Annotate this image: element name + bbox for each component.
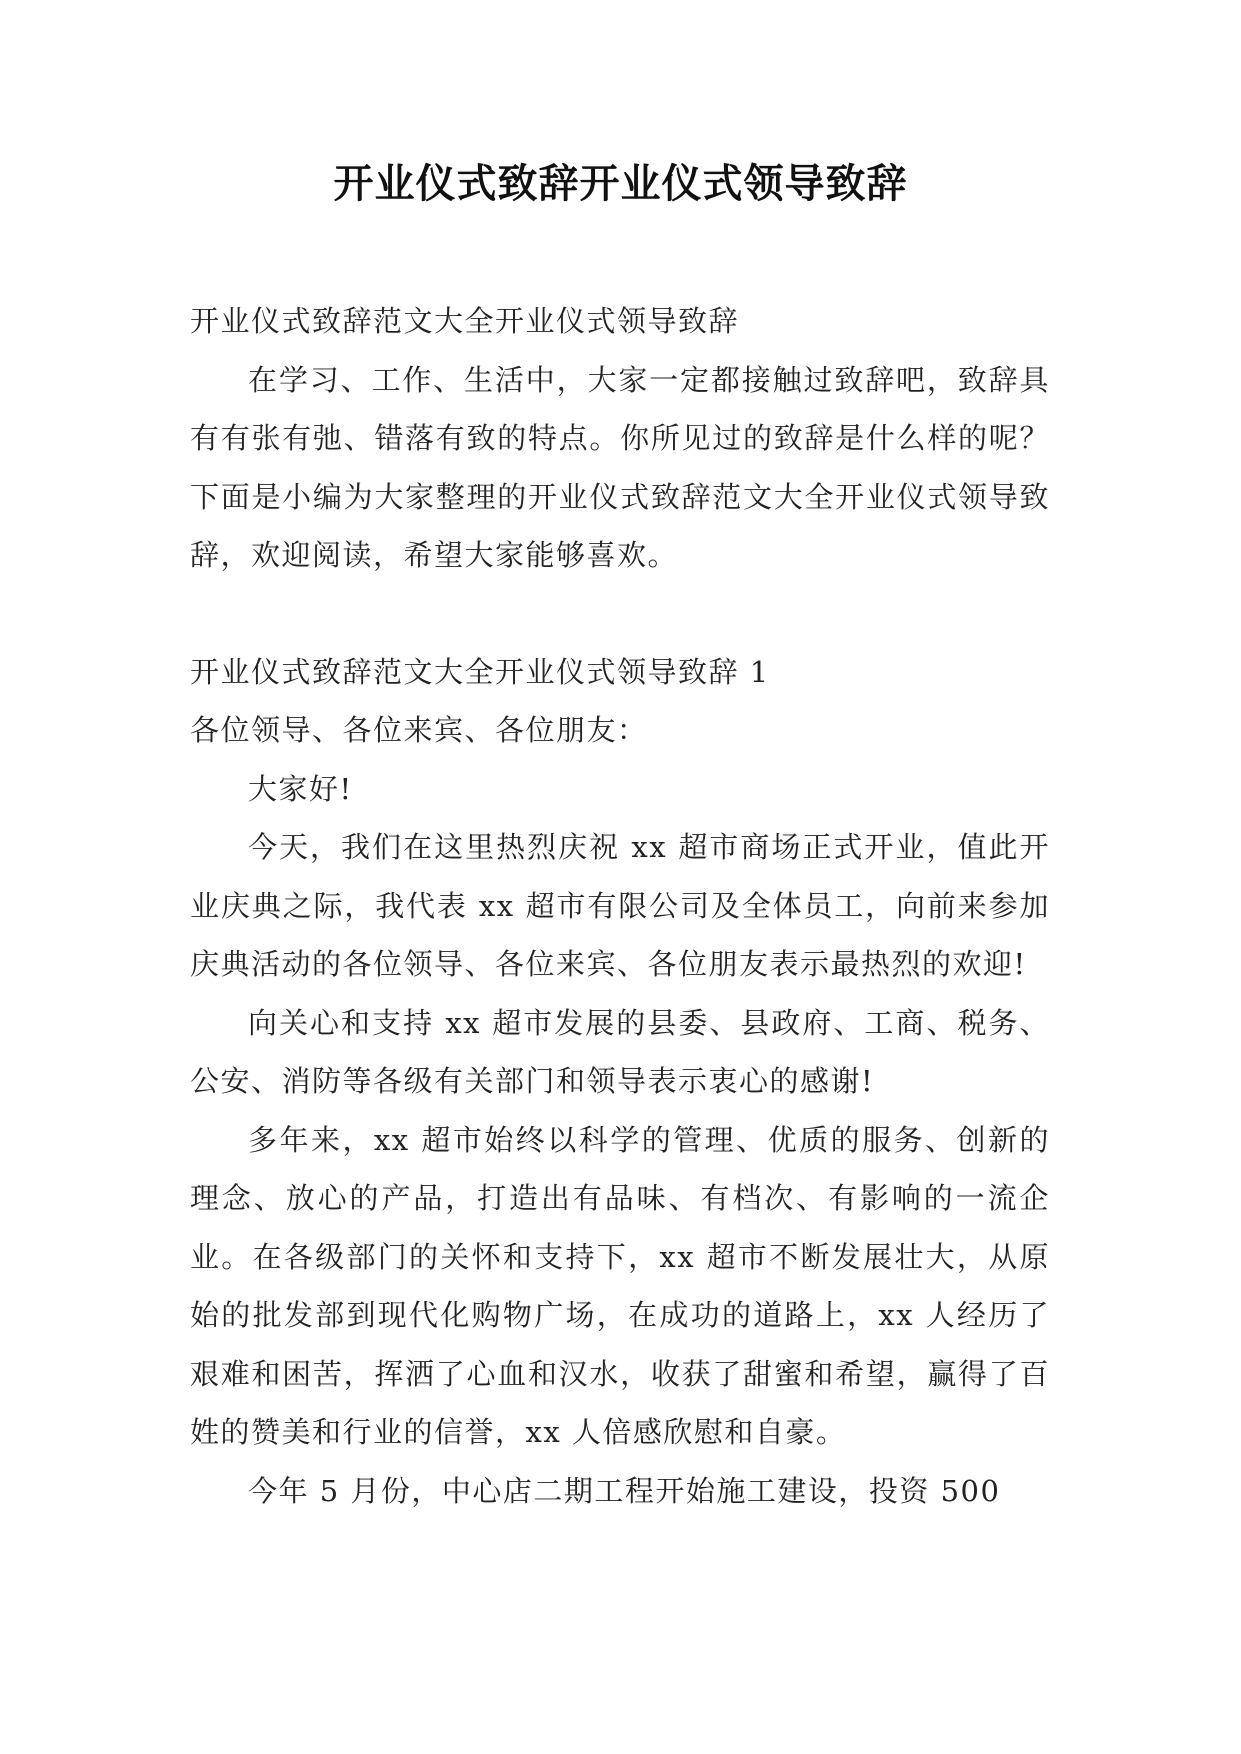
body-paragraph: 多年来，xx 超市始终以科学的管理、优质的服务、创新的理念、放心的产品，打造出有品味、有档次、有影响的一流企业。在各级部门的关怀和支持下，xx 超市不断发展壮大，从原始的批发部到现代化购物广场，在成功的道路上，xx 人经历了艰难和困苦，挥洒了心血和汉水，收获了甜蜜和希望，赢得了百姓的赞美和行业的信誉，xx 人倍感欣慰和自豪。	[190, 1122, 1050, 1449]
body-paragraph: 今天，我们在这里热烈庆祝 xx 超市商场正式开业，值此开业庆典之际，我代表 xx 超市有限公司及全体员工，向前来参加庆典活动的各位领导、各位来宾、各位朋友表示最热烈的欢迎!	[190, 830, 1050, 981]
salutation: 各位领导、各位来宾、各位朋友：	[190, 713, 648, 747]
body-paragraph: 今年 5 月份，中心店二期工程开始施工建设，投资 500	[248, 1473, 1001, 1508]
document-body	[190, 292, 1050, 1520]
document-title: 开业仪式致辞开业仪式领导致辞	[333, 161, 908, 207]
section-heading: 开业仪式致辞范文大全开业仪式领导致辞	[190, 304, 740, 338]
section-heading-1: 开业仪式致辞范文大全开业仪式领导致辞 1	[190, 654, 770, 689]
body-paragraph: 向关心和支持 xx 超市发展的县委、县政府、工商、税务、公安、消防等各级有关部门和领导表示衷心的感谢!	[190, 1005, 1050, 1098]
greeting: 大家好!	[248, 771, 353, 806]
intro-paragraph: 在学习、工作、生活中，大家一定都接触过致辞吧，致辞具有有张有弛、错落有致的特点。你所见过的致辞是什么样的呢？下面是小编为大家整理的开业仪式致辞范文大全开业仪式领导致辞，欢迎阅读，希望大家能够喜欢。	[190, 362, 1050, 572]
